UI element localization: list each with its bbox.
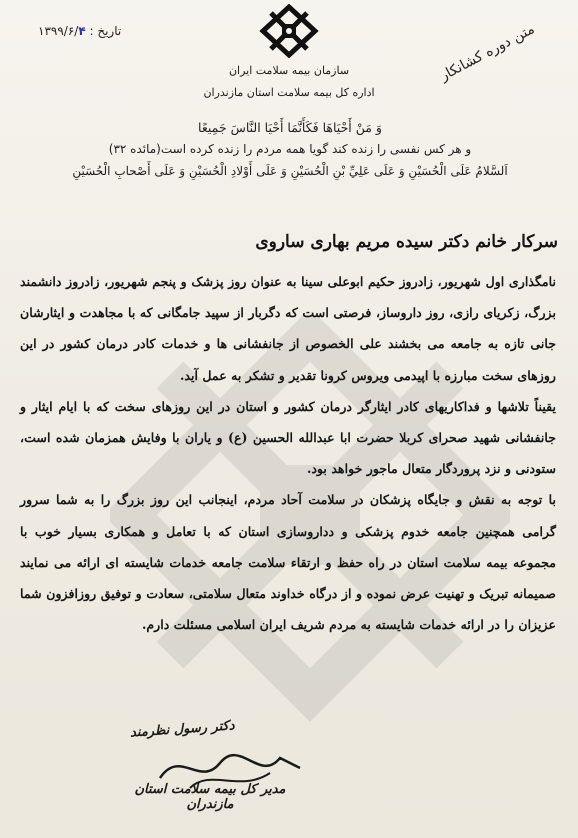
quran-verse: وَ مَنْ أَحْيَاهَا فَكَأَنَّمَا أَحْيَا النَّاسَ جَمِيعًا [198, 120, 382, 135]
salam-verse: اَلسَّلامُ عَلَى الْحُسَيْنِ وَ عَلَى عَلِيِّ بْنِ الْحُسَيْنِ وَ عَلَى أَوْلادِ الْحُسَيْنِ وَ عَلَى أَصْحابِ الْحُسَيْنِ [72, 164, 508, 178]
date-field [38, 24, 121, 38]
signatory-title: مدیر کل بیمه سلامت استان مازندران [134, 782, 286, 812]
body-paragraph: با توجه به نقش و جایگاه پزشکان در سلامت آحاد مردم، اینجانب این روز بزرگ را به شما سرور گرامی همچنین جامعه خدوم پزشکی و دداروسازی استان که با تعامل و همکاری بسیار خوب با مجموعه بیمه سلامت استان در راه حفظ و ارتقاء سلامت جامعه خدمات شایسته ای ارائه می نمایند صمیمانه تبریک و تهنیت عرض نموده و از درگاه خداوند متعال سلامتی، سعادت و توفیق روزافزون شما عزیزان را در ارائه خدمات شایسته به مردم شریف ایران اسلامی مسئلت دارم. [20, 492, 556, 633]
emblem-text: متن دوره کشانکار [437, 21, 538, 85]
organization-logo-icon [257, 4, 321, 58]
date-day: ۴ [78, 24, 86, 38]
body-paragraph: نامگذاری اول شهریور، زادروز حکیم ابوعلی سینا به عنوان روز پزشک و پنجم شهریور، زادروز دانشمند بزرگ، زکریای رازی، روز داروساز، فرصتی است که دگربار از سپید جامگانی که با مجاهدت و ایثارشان جانی تازه به جامعه می بخشند علی الخصوص از جانفشانی ها و خدمات کادر درمان کشور در این روزهای سخت مبارزه با اپیدمی ویروس کرونا تقدیر و تشکر به عمل آید. [20, 274, 556, 383]
date-label: تاریخ : [89, 24, 122, 38]
body-paragraph: یقیناً تلاشها و فداکاریهای کادر ایثارگر درمان کشور و استان در این روزهای سخت که با ایام ایثار و جانفشانی شهید صحرای کربلا حضرت ابا عبدالله الحسین (ع) و یاران با وفایش همزمان شده است، ستودنی و نزد پروردگار متعال ماجور خواهد بود. [20, 398, 556, 477]
calligraphy-emblem [426, 12, 558, 104]
signatory-name: دکتر رسول نظرمند [129, 718, 236, 741]
signature-block [110, 718, 310, 822]
verse-translation: و هر کس نفسی را زنده کند گویا همه مردم را زنده کرده است(مائده ۳۲) [108, 142, 472, 156]
office-name: اداره کل بیمه سلامت استان مازندران [203, 86, 375, 99]
organization-name: سازمان بیمه سلامت ایران [228, 64, 350, 77]
letter-body [20, 266, 556, 640]
date-year-month: ۱۳۹۹/۶/ [38, 24, 79, 38]
recipient-salutation: سرکار خانم دکتر سیده مریم بهاری ساروی [255, 232, 558, 252]
